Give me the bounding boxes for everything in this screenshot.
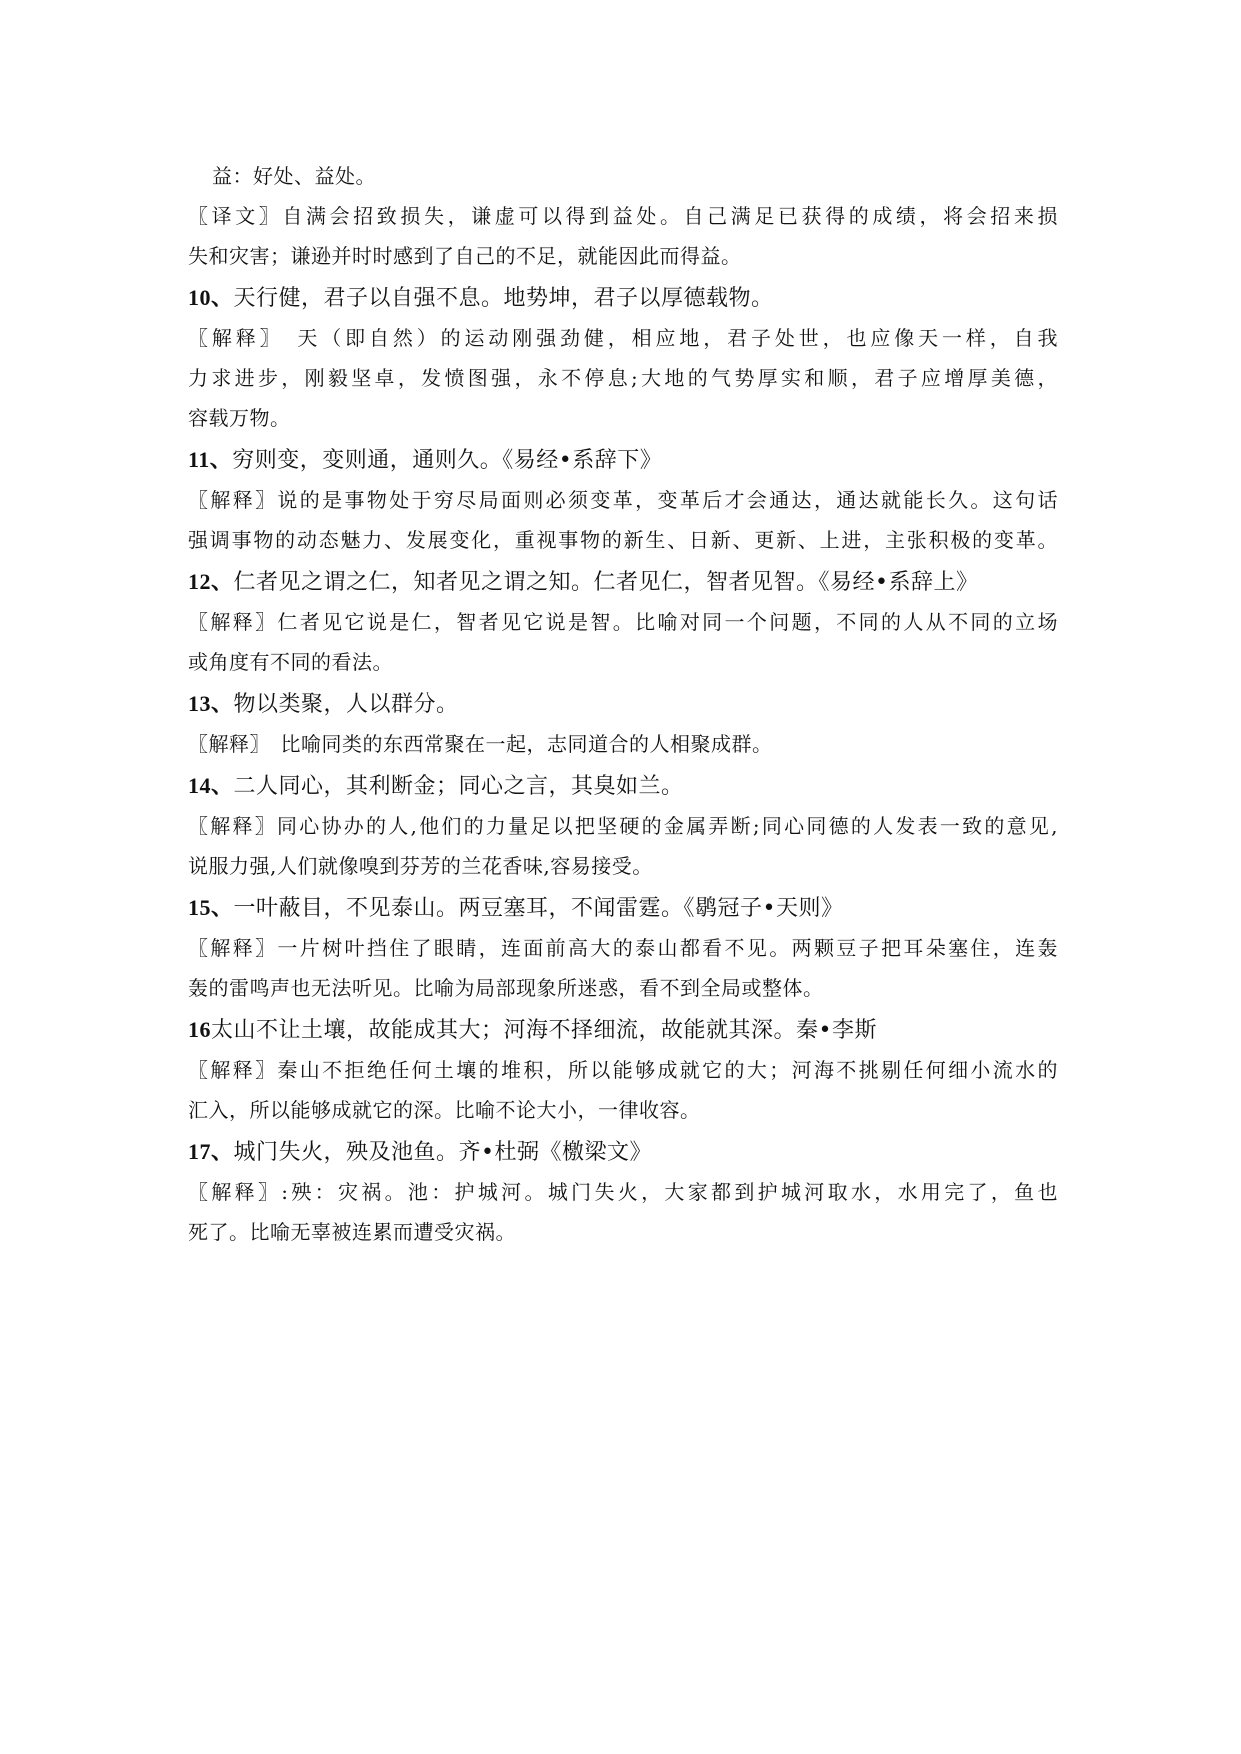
proverb-heading	[188, 1132, 1058, 1174]
text-line: 力求进步，刚毅坚卓，发愤图强，永不停息;大地的气势厚实和顺，君子应增厚美德，	[188, 366, 1058, 390]
proverb-number: 12、	[188, 569, 234, 594]
proverb-heading	[188, 888, 1058, 930]
proverb-text: 仁者见之谓之仁，知者见之谓之知。仁者见仁，智者见智。《易经•系辞上》	[233, 570, 979, 595]
proverb-number: 15、	[188, 895, 234, 920]
proverb-number: 13、	[188, 691, 234, 716]
proverb-heading	[188, 562, 1058, 604]
proverb-text: 二人同心，其利断金；同心之言，其臭如兰。	[233, 774, 684, 799]
proverb-text: 城门失火，殃及池鱼。齐•杜弼《檄梁文》	[233, 1140, 652, 1165]
text-line: 〖解释〗:殃：灾祸。池：护城河。城门失火，大家都到护城河取水，水用完了，鱼也	[188, 1180, 1058, 1204]
proverb-text: 穷则变，变则通，通则久。《易经•系辞下》	[232, 448, 663, 473]
proverb-number: 16	[188, 1017, 211, 1042]
text-line: 失和灾害；谦逊并时时感到了自己的不足，就能因此而得益。	[188, 244, 742, 268]
proverb-number: 17、	[188, 1139, 234, 1164]
proverb-heading	[188, 440, 1058, 482]
text-line: 〖解释〗秦山不拒绝任何土壤的堆积，所以能够成就它的大；河海不挑剔任何细小流水的	[188, 1058, 1058, 1082]
text-line: 〖解释〗一片树叶挡住了眼睛，连面前高大的泰山都看不见。两颗豆子把耳朵塞住，连轰	[188, 936, 1058, 960]
proverb-heading	[188, 766, 1058, 808]
text-line: 〖译文〗自满会招致损失，谦虚可以得到益处。自己满足已获得的成绩，将会招来损	[188, 204, 1058, 228]
proverb-number: 11、	[188, 447, 233, 472]
text-line: 〖解释〗同心协办的人,他们的力量足以把坚硬的金属弄断;同心同德的人发表一致的意见,	[188, 814, 1058, 838]
proverb-number: 14、	[188, 773, 234, 798]
text-line: 益：好处、益处。	[212, 164, 376, 188]
proverb-heading	[188, 684, 1058, 726]
text-line: 容载万物。	[188, 406, 291, 430]
proverb-text: 一叶蔽目，不见泰山。两豆塞耳，不闻雷霆。《鹖冠子•天则》	[233, 896, 844, 921]
proverb-heading	[188, 278, 1058, 320]
text-line: 强调事物的动态魅力、发展变化，重视事物的新生、日新、更新、上进，主张积极的变革。	[188, 528, 1058, 552]
text-line: 死了。比喻无辜被连累而遭受灾祸。	[188, 1220, 516, 1244]
text-line: 或角度有不同的看法。	[188, 650, 393, 674]
text-line: 〖解释〗仁者见它说是仁，智者见它说是智。比喻对同一个问题，不同的人从不同的立场	[188, 610, 1058, 634]
proverb-text: 太山不让土壤，故能成其大；河海不择细流，故能就其深。秦•李斯	[211, 1018, 877, 1043]
text-line: 汇入，所以能够成就它的深。比喻不论大小，一律收容。	[188, 1098, 701, 1122]
proverb-heading	[188, 1010, 1058, 1052]
text-line: 说服力强,人们就像嗅到芬芳的兰花香味,容易接受。	[188, 854, 653, 878]
proverb-number: 10、	[188, 285, 234, 310]
text-line: 轰的雷鸣声也无法听见。比喻为局部现象所迷惑，看不到全局或整体。	[188, 976, 824, 1000]
text-line: 〖解释〗 天（即自然）的运动刚强劲健，相应地，君子处世，也应像天一样，自我	[188, 326, 1058, 350]
document-page	[188, 158, 1058, 1254]
proverb-text: 天行健，君子以自强不息。地势坤，君子以厚德载物。	[233, 286, 774, 311]
text-line: 〖解释〗 比喻同类的东西常聚在一起，志同道合的人相聚成群。	[188, 732, 773, 756]
text-line: 〖解释〗说的是事物处于穷尽局面则必须变革，变革后才会通达，通达就能长久。这句话	[188, 488, 1058, 512]
proverb-text: 物以类聚，人以群分。	[233, 692, 459, 717]
